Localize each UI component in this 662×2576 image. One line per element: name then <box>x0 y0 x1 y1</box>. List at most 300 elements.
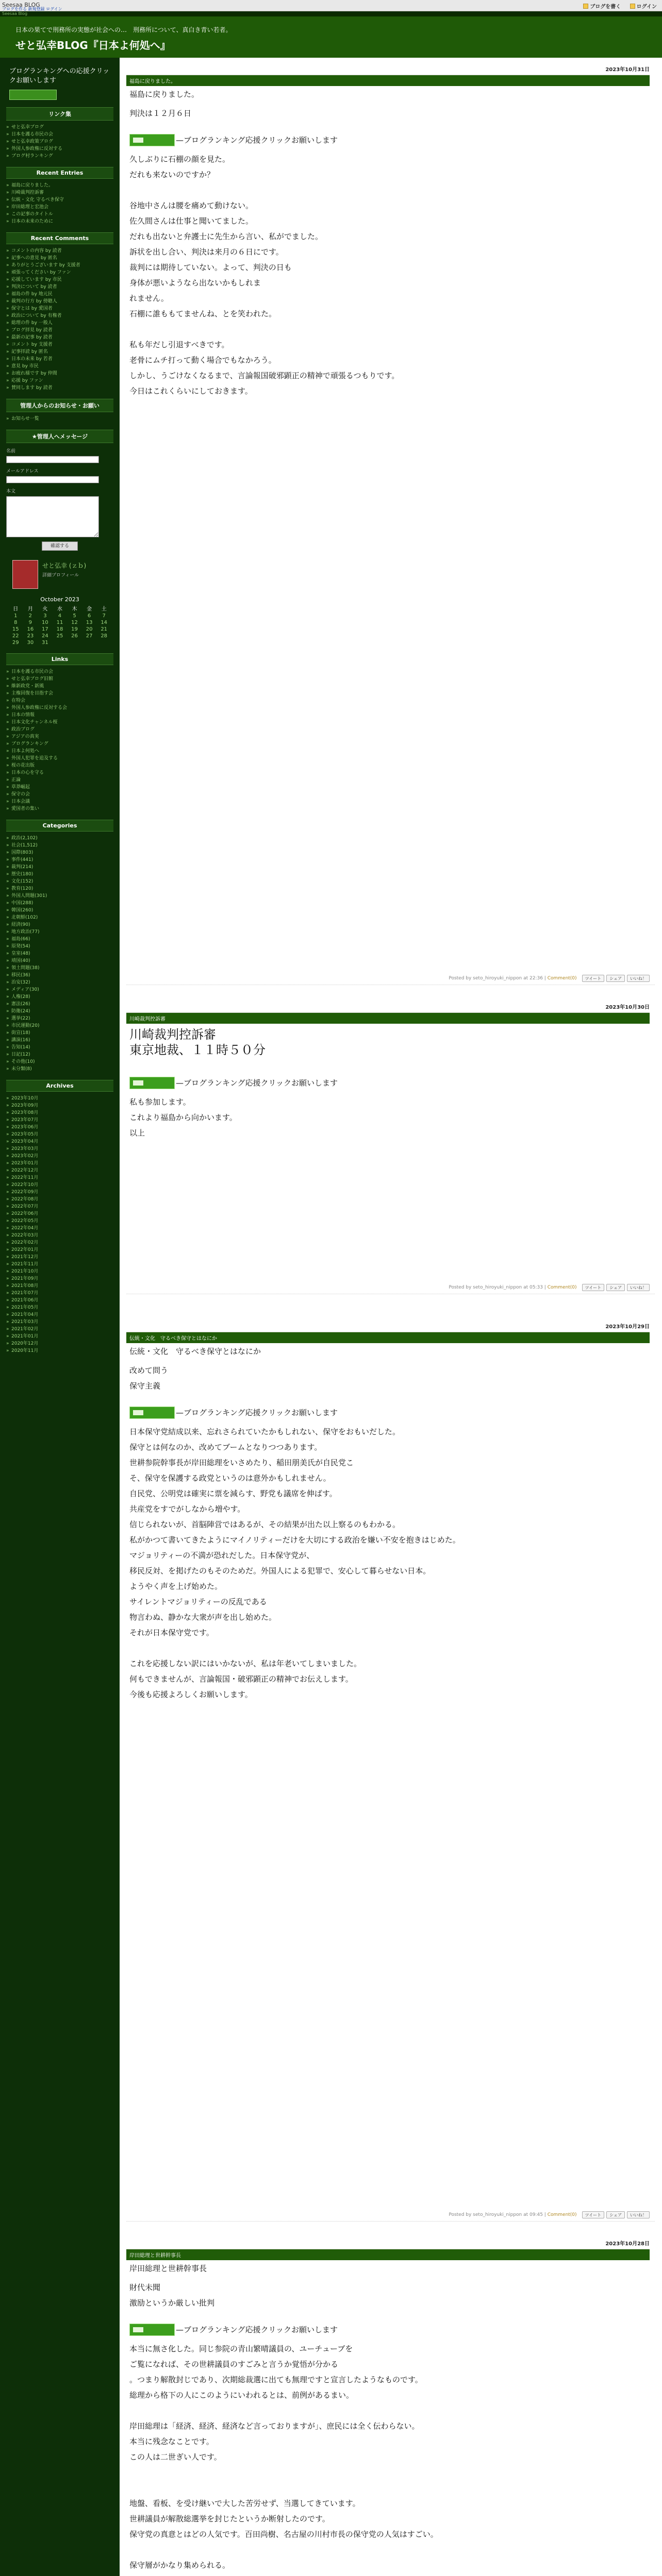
sidebar-link[interactable]: » 韓国(260) <box>6 907 113 914</box>
body-line: これより福島から向かいます。 <box>129 1113 237 1122</box>
sidebar-link[interactable]: » 2022年05月 <box>6 1217 113 1225</box>
sidebar-link[interactable]: » 桜の花出版 <box>6 762 113 769</box>
sidebar-link[interactable]: » 在特会 <box>6 697 113 704</box>
sidebar-link[interactable]: » 頑張ってください by ファン <box>6 269 113 276</box>
sidebar-link[interactable]: » 社会(1,512) <box>6 842 113 849</box>
sidebar-link[interactable]: » 賛同します by 読者 <box>6 384 113 392</box>
sidebar-link[interactable]: » 愛国者の集い <box>6 805 113 812</box>
post-category[interactable]: 伝統・文化 守るべき保守とはなにか <box>126 1332 650 1343</box>
calendar-day[interactable]: 17 <box>42 626 48 632</box>
post <box>126 58 655 985</box>
sidebar-link[interactable]: » 主権回復を目指す会 <box>6 690 113 697</box>
sidebar-link[interactable]: » 2022年11月 <box>6 1174 113 1181</box>
sidebar-link[interactable]: » 2021年09月 <box>6 1275 113 1282</box>
sidebar-link[interactable]: » 2022年02月 <box>6 1239 113 1246</box>
sidebar-link[interactable]: » 靖国(40) <box>6 957 113 964</box>
like-button[interactable]: いいね！ <box>627 975 650 982</box>
sidebar-link[interactable]: » 2021年06月 <box>6 1297 113 1304</box>
sidebar-link[interactable]: » 憲法(26) <box>6 1001 113 1008</box>
calendar-day[interactable]: 24 <box>42 633 48 639</box>
sidebar-link[interactable]: » 地方政治(77) <box>6 928 113 936</box>
spacer <box>129 1394 647 1405</box>
sidebar-link[interactable]: » 2023年02月 <box>6 1153 113 1160</box>
body-line: これを応援しない訳にはいかないが、私は年老いてしまいました。 <box>129 1659 362 1668</box>
calendar-day[interactable]: 26 <box>71 633 78 639</box>
sidebar-link[interactable]: » 外国人問題(301) <box>6 892 113 900</box>
sidebar-link[interactable]: » 2023年06月 <box>6 1124 113 1131</box>
sidebar-link[interactable]: » 2023年03月 <box>6 1145 113 1153</box>
sidebar-link[interactable]: » 裁判(214) <box>6 863 113 871</box>
calendar-day[interactable]: 25 <box>56 633 63 639</box>
sidebar-link[interactable]: » 保守の会 <box>6 791 113 798</box>
body-line: それが日本保守党です。 <box>129 1628 214 1637</box>
sidebar-link[interactable]: » 2022年08月 <box>6 1196 113 1203</box>
sidebar-link[interactable]: » アジアの真実 <box>6 733 113 740</box>
sidebar-link[interactable]: » 2022年09月 <box>6 1189 113 1196</box>
body-line: 信じられないが、首脳陣営ではあるが、その結果が出た以上察るのもわかる。 <box>129 1520 401 1529</box>
body-line: 共産党をすでがしなから増やす。 <box>129 1504 245 1514</box>
body-line: 本当に残念なことです。 <box>129 2437 214 2446</box>
sidebar-link[interactable]: » 文化(152) <box>6 878 113 885</box>
post-category[interactable]: 福島に戻りました。 <box>126 75 650 86</box>
calendar-day[interactable]: 1 <box>14 613 18 619</box>
body-line: 保守党の真意とはどの人気です。百田尚樹、名古屋の川村市長の保守党の人気はすごい。 <box>129 2530 438 2539</box>
email-field[interactable] <box>6 476 99 483</box>
sidebar-link[interactable]: » ブログランキング <box>6 740 113 748</box>
share-button[interactable]: シェア <box>606 2211 625 2218</box>
post-date: 2023年10月29日 <box>605 1324 650 1330</box>
sidebar-link[interactable]: » 講演(16) <box>6 1037 113 1044</box>
body-line: 私も年だし引退すべきです。 <box>129 340 229 349</box>
calendar-day[interactable]: 8 <box>14 620 18 625</box>
post-title-line: 川崎裁判控訴審 <box>129 1027 216 1042</box>
toolbar-links[interactable]: ブログを作る 新規登録 ログイン <box>2 7 62 11</box>
sidebar-link[interactable]: » 2023年05月 <box>6 1131 113 1138</box>
post-body <box>126 1061 650 1141</box>
calendar-week-row <box>8 633 111 639</box>
sidebar-link[interactable]: » 2021年10月 <box>6 1268 113 1275</box>
calendar-day[interactable]: 2 <box>28 613 32 619</box>
post-meta: Posted by seto_hiroyuki_nippon at 22:36 | <box>449 976 548 981</box>
body-line: 岸田総理は「経済、経済、経済など言っておりますが」、庶民には全く伝わらない。 <box>129 2421 420 2431</box>
post-card <box>126 2249 650 2576</box>
sidebar-link[interactable]: » 2021年04月 <box>6 1311 113 1318</box>
sidebar-link[interactable]: » 2021年01月 <box>6 1333 113 1340</box>
calendar-day[interactable]: 10 <box>42 620 48 625</box>
profile-name[interactable]: せと弘幸 (ｚｂ) <box>42 562 87 569</box>
calendar-day[interactable]: 27 <box>86 633 93 639</box>
sidebar-link[interactable]: » 2023年04月 <box>6 1138 113 1145</box>
notice-list <box>6 415 113 422</box>
sidebar-link[interactable]: » 日本を護る市民の会 <box>6 668 113 675</box>
body-line: 谷地中さんは腰を痛めて動けない。 <box>129 201 254 210</box>
calendar-day[interactable]: 9 <box>28 620 32 625</box>
write-blog-link[interactable]: ブログを書く <box>583 4 621 10</box>
post-card <box>126 1012 650 1141</box>
calendar-day[interactable]: 3 <box>43 613 47 619</box>
seesaa-link[interactable]: Seesaa Blog <box>2 11 28 16</box>
sidebar-link[interactable]: » 人権(28) <box>6 993 113 1001</box>
calendar-day[interactable]: 31 <box>42 640 48 646</box>
ranking-text: —ブログランキング応援クリックお願いします <box>176 2325 338 2334</box>
sidebar-link[interactable]: » 日本の未来 by 若者 <box>6 355 113 363</box>
category-list <box>6 835 113 1073</box>
calendar-day[interactable]: 16 <box>27 626 34 632</box>
sidebar-link[interactable]: » 2023年09月 <box>6 1102 113 1109</box>
sidebar-link[interactable]: » 日本文化チャンネル桜 <box>6 719 113 726</box>
sidebar-recent-comments <box>6 232 113 392</box>
comment-link[interactable]: Comment(0) <box>547 1285 577 1290</box>
sidebar-link[interactable]: » 福島に戻りました。 <box>6 182 113 189</box>
body-line: 本当に無さ化した。同じ参院の青山繁晴議員の、ユーチューブを <box>129 2344 353 2353</box>
sidebar-link[interactable]: » 告知(14) <box>6 1044 113 1051</box>
sidebar-link[interactable]: » 記事拝読 by 匿名 <box>6 348 113 355</box>
calendar-weekday: 火 <box>42 606 48 612</box>
sidebar-link[interactable]: » 2023年10月 <box>6 1095 113 1102</box>
calendar-day[interactable]: 6 <box>87 613 91 619</box>
calendar-day[interactable]: 14 <box>101 620 108 625</box>
like-button[interactable]: いいね！ <box>627 1284 650 1291</box>
sidebar-link[interactable]: » 草莽崛起 <box>6 784 113 791</box>
body-line: 判決は１２月６日 <box>129 109 192 118</box>
sidebar-link[interactable]: » 2020年11月 <box>6 1347 113 1354</box>
body-line: だれも来ないのですか？ <box>129 170 215 179</box>
post-footer <box>126 2208 655 2222</box>
sidebar-link[interactable]: » 防衛(24) <box>6 1008 113 1015</box>
ranking-banner-icon <box>129 1077 175 1089</box>
sidebar-link[interactable]: » 歴史(180) <box>6 871 113 878</box>
body-line: 老骨にムチ打って動く場合でもなかろう。 <box>129 355 276 365</box>
ranking-prompt: ブログランキングへの応援クリックお願いします <box>9 67 110 84</box>
sidebar-link[interactable]: » せと弘幸政策ブログ <box>6 138 113 145</box>
sidebar-link[interactable]: » 2021年08月 <box>6 1282 113 1290</box>
calendar-day[interactable]: 20 <box>86 626 93 632</box>
email-label: メールアドレス <box>6 469 39 474</box>
calendar-week-row <box>8 626 111 633</box>
sidebar-link[interactable]: » 治安(32) <box>6 979 113 986</box>
sidebar-link[interactable]: » 2023年08月 <box>6 1109 113 1116</box>
sidebar-link[interactable]: » 政治について by 有権者 <box>6 312 113 319</box>
sidebar-link[interactable]: » 2022年01月 <box>6 1246 113 1253</box>
calendar-weekday: 木 <box>72 606 77 612</box>
spacer <box>129 121 647 132</box>
sidebar-link[interactable]: » 外国人参政権に反対する会 <box>6 704 113 711</box>
post-body <box>126 103 650 399</box>
calendar-week-row <box>8 619 111 626</box>
body-line: 久しぶりに石棚の顔を見た。 <box>129 155 230 164</box>
calendar-day[interactable]: 7 <box>102 613 106 619</box>
body-line: 総理から格下の人にこのようにいわれるとは、前例があるまい。 <box>129 2391 354 2400</box>
post <box>126 1315 655 2222</box>
main-content <box>126 58 660 2576</box>
tweet-button[interactable]: ツイート <box>582 2211 605 2218</box>
sidebar-link[interactable]: » 外国人犯罪を追及する <box>6 755 113 762</box>
sidebar-link[interactable]: » 皇室(48) <box>6 950 113 957</box>
sidebar-link[interactable]: » お知らせ一覧 <box>6 415 113 422</box>
body-line: 日本保守党結成以来、忘れさられていたかもしれない、保守をおもいだした。 <box>129 1427 401 1436</box>
calendar-day[interactable]: 4 <box>58 613 62 619</box>
calendar-weekday: 月 <box>27 606 33 612</box>
sidebar-link[interactable]: » 北朝鮮(102) <box>6 914 113 921</box>
calendar-day[interactable]: 30 <box>27 640 34 646</box>
calendar-day[interactable]: 23 <box>27 633 34 639</box>
sidebar-link[interactable]: » 原発(54) <box>6 943 113 950</box>
body-line: 以上 <box>129 1128 145 1138</box>
post-category[interactable]: 川崎裁判控訴審 <box>126 1013 650 1024</box>
sidebar-link[interactable]: » 国際(803) <box>6 849 113 856</box>
profile-detail-link[interactable]: 詳細プロフィール <box>42 573 79 578</box>
sidebar-link[interactable]: » 日本よ何処へ <box>6 748 113 755</box>
social-buttons <box>582 975 650 982</box>
calendar-day[interactable]: 15 <box>12 626 19 632</box>
ranking-banner-icon <box>129 134 175 146</box>
sidebar-link[interactable]: » コメントの内容 by 読者 <box>6 247 113 255</box>
sidebar-link[interactable]: » 日本の心を守る <box>6 769 113 776</box>
sidebar-link[interactable]: » 2021年12月 <box>6 1253 113 1261</box>
sidebar-link[interactable]: » 2022年04月 <box>6 1225 113 1232</box>
sidebar-link[interactable]: » 中国(288) <box>6 900 113 907</box>
sidebar-link[interactable]: » 判決について by 読者 <box>6 283 113 291</box>
toolbar-right <box>576 2 657 10</box>
calendar-day[interactable]: 22 <box>12 633 19 639</box>
body-line: 佐久間さんは仕事と聞いてました。 <box>129 216 254 226</box>
ranking-link[interactable] <box>129 132 338 148</box>
calendar-week-row <box>8 639 111 646</box>
ranking-banner-icon <box>129 1406 175 1419</box>
body-line: しかし、うごけなくなるまで、言論報国破邪顕正の精神で頑張るつもりです。 <box>129 371 400 380</box>
entry-list <box>6 182 113 225</box>
blog-nav-strip <box>0 11 662 16</box>
sidebar-link[interactable]: » 日記(12) <box>6 1051 113 1058</box>
sidebar-link[interactable]: » 2022年06月 <box>6 1210 113 1217</box>
sidebar-link[interactable]: » 2022年10月 <box>6 1181 113 1189</box>
confirm-button[interactable]: 確認する <box>42 541 78 551</box>
message-body-field[interactable] <box>6 496 99 537</box>
sidebar-link[interactable]: » 裁判の行方 by 傍聴人 <box>6 298 113 305</box>
sidebar-link[interactable]: » メディア(30) <box>6 986 113 993</box>
sidebar-link[interactable]: » 2021年11月 <box>6 1261 113 1268</box>
sidebar-link[interactable]: » 2022年07月 <box>6 1203 113 1210</box>
calendar-grid <box>8 604 111 646</box>
sidebar-link[interactable]: » 2023年01月 <box>6 1160 113 1167</box>
sidebar-link[interactable]: » 2022年12月 <box>6 1167 113 1174</box>
section-title: ★管理人へメッセージ <box>6 430 113 443</box>
sidebar-link[interactable]: » 2021年07月 <box>6 1290 113 1297</box>
blog-title[interactable]: せと弘幸BLOG『日本よ何処へ』 <box>15 39 171 52</box>
calendar-day[interactable]: 13 <box>86 620 93 625</box>
body-line: 保守主義 <box>129 1381 161 1391</box>
calendar-day[interactable] <box>67 639 82 646</box>
tweet-button[interactable]: ツイート <box>582 975 605 982</box>
comment-link[interactable]: Comment(0) <box>547 2212 577 2217</box>
message-form <box>6 447 113 551</box>
login-link[interactable]: ログイン <box>630 4 657 10</box>
share-button[interactable]: シェア <box>606 1284 625 1291</box>
section-title: Links <box>6 653 113 665</box>
blog-header <box>0 16 662 58</box>
calendar-week-row <box>8 613 111 619</box>
calendar-day[interactable] <box>53 639 68 646</box>
name-label: 名前 <box>6 449 16 454</box>
share-button[interactable]: シェア <box>606 975 625 982</box>
sidebar-link[interactable]: » せと弘幸ブログ <box>6 124 113 131</box>
post-title[interactable]: 伝統・文化 守るべき保守とはなにか <box>129 1347 261 1356</box>
sidebar-link[interactable]: » 伝統・文化 守るべき保守 <box>6 196 113 204</box>
section-title: Archives <box>6 1080 113 1092</box>
tweet-button[interactable]: ツイート <box>582 1284 605 1291</box>
post-date: 2023年10月28日 <box>605 2241 650 2247</box>
post-title[interactable]: 岸田総理と世耕幹事長 <box>129 2264 207 2273</box>
sidebar-link[interactable]: » お疲れ様です by 仲間 <box>6 370 113 377</box>
profile <box>6 560 113 589</box>
sidebar-link[interactable]: » 正論 <box>6 776 113 784</box>
sidebar-link[interactable]: » ありがとうございます by 支援者 <box>6 262 113 269</box>
section-title: 管理人からのお知らせ・お願い <box>6 399 113 412</box>
archive-list <box>6 1095 113 1354</box>
calendar-weekday: 土 <box>101 606 107 612</box>
sidebar-link[interactable]: » 記事への意見 by 匿名 <box>6 255 113 262</box>
ranking-text: —ブログランキング応援クリックお願いします <box>176 1408 338 1417</box>
sidebar-link[interactable]: » 領土問題(38) <box>6 964 113 972</box>
sidebar-link[interactable]: » 未分類(8) <box>6 1065 113 1073</box>
link-list <box>6 668 113 812</box>
body-line <box>129 1640 647 1656</box>
body-line: 世耕参院幹事長が岸田総理をいさめたり、稲田朋美氏が自民党こ <box>129 1458 354 1467</box>
calendar-day[interactable] <box>96 639 111 646</box>
calendar-day[interactable]: 5 <box>73 613 76 619</box>
calendar-day[interactable]: 29 <box>12 640 19 646</box>
avatar[interactable] <box>12 560 38 589</box>
calendar-day[interactable]: 12 <box>71 620 78 625</box>
sidebar-link[interactable]: » 最新の記事 by 読者 <box>6 334 113 341</box>
body-line: ようやく声を上げ始めた。 <box>129 1582 223 1591</box>
body-line: 私がかつて書いてきたようにマイノリティーだけを大切にする政治を嫌い不安を抱きはじめた。 <box>129 1535 460 1545</box>
sidebar-link[interactable]: » 2023年07月 <box>6 1116 113 1124</box>
body-line: 。つまり解散封じであり、次期総裁選に出ても無理ですと宣言したようなものです。 <box>129 2375 423 2384</box>
section-title: リンク集 <box>6 107 113 121</box>
link-list <box>6 124 113 160</box>
calendar-day[interactable]: 11 <box>56 620 63 625</box>
calendar-day[interactable]: 18 <box>56 626 63 632</box>
sidebar-link[interactable]: » 総理の件 by 一般人 <box>6 319 113 327</box>
comment-link[interactable]: Comment(0) <box>547 976 577 981</box>
post-footer <box>126 1281 655 1294</box>
sidebar-link[interactable]: » 2021年05月 <box>6 1304 113 1311</box>
body-line: 財代未聞 <box>129 2283 161 2292</box>
post-category[interactable]: 岸田総理と世耕幹事長 <box>126 2249 650 2260</box>
sidebar-link[interactable]: » 保守とは by 愛国者 <box>6 305 113 312</box>
calendar-day[interactable]: 21 <box>101 626 108 632</box>
calendar-weekday: 金 <box>87 606 92 612</box>
sidebar-links <box>6 653 113 812</box>
sidebar-link[interactable]: » 日本を護る市民の会 <box>6 131 113 138</box>
sidebar-link[interactable]: » 日本会議 <box>6 798 113 805</box>
body-line: 身体が悪いようなら出ないかもしれま <box>129 278 261 287</box>
brand-label[interactable]: Seesaa BLOG <box>2 2 40 8</box>
sidebar-notices <box>6 399 113 422</box>
sidebar-link[interactable]: » 移民(36) <box>6 972 113 979</box>
social-buttons <box>582 1284 650 1291</box>
post <box>126 995 655 1294</box>
ranking-link[interactable] <box>129 2322 338 2337</box>
sidebar-link[interactable]: » 外国人参政権に反対する <box>6 145 113 152</box>
post-title-line: 東京地裁、１１時５０分 <box>129 1043 266 1057</box>
sidebar-link[interactable]: » コメント by 支援者 <box>6 341 113 348</box>
sidebar-link[interactable]: » 福島の件 by 地元民 <box>6 291 113 298</box>
sidebar-link[interactable]: » 応援しています by 市民 <box>6 276 113 283</box>
calendar-day[interactable]: 19 <box>71 626 78 632</box>
post-title[interactable] <box>126 1024 650 1061</box>
body-line: 移民反対、を掲げたのもそのためだ。外国人による犯罪で、安心して暮らせない日本。 <box>129 1566 431 1575</box>
ranking-banner[interactable] <box>9 90 57 100</box>
body-line: サイレントマジョリティーの反乱である <box>129 1597 267 1606</box>
sidebar-link[interactable]: » 街宣(18) <box>6 1029 113 1037</box>
body-line: 改めて問う <box>129 1366 169 1375</box>
body-line: 保守層がかなり集められる。 <box>129 2561 230 2570</box>
like-button[interactable]: いいね！ <box>627 2211 650 2218</box>
sidebar-link[interactable]: » 日本の情報 <box>6 711 113 719</box>
comment-list <box>6 247 113 392</box>
sidebar-link[interactable]: » この記事のタイトル <box>6 211 113 218</box>
sidebar-link[interactable]: » 岸田総理と宏池会 <box>6 204 113 211</box>
calendar-day[interactable]: 28 <box>101 633 108 639</box>
sidebar-link[interactable]: » 応援 by ファン <box>6 377 113 384</box>
sidebar-link[interactable]: » 政治(2,102) <box>6 835 113 842</box>
sidebar-link[interactable]: » その他(10) <box>6 1058 113 1065</box>
sidebar-link[interactable]: » 事件(441) <box>6 856 113 863</box>
sidebar-link[interactable]: » 教育(120) <box>6 885 113 892</box>
post-title[interactable]: 福島に戻りました。 <box>129 90 200 99</box>
sidebar-link[interactable]: » 2020年12月 <box>6 1340 113 1347</box>
section-title: Categories <box>6 820 113 832</box>
sidebar-link[interactable]: » ブログ村ランキング <box>6 152 113 160</box>
body-line: 訴状を出し合い、判決は来月の６日にです。 <box>129 247 284 257</box>
sidebar-link[interactable]: » 市民運動(20) <box>6 1022 113 1029</box>
calendar-weekday: 日 <box>13 606 19 612</box>
blog-description: 日本の果てで刑務所の実態が社会への… 刑務所について、真白き青い若者。 <box>15 26 232 33</box>
post-date: 2023年10月31日 <box>605 67 650 73</box>
sidebar-link[interactable]: » 選挙(22) <box>6 1015 113 1022</box>
calendar-day[interactable] <box>82 639 97 646</box>
sidebar-link[interactable]: » 福島(66) <box>6 936 113 943</box>
sidebar-link[interactable]: » 日本の未来のために <box>6 218 113 225</box>
ranking-link[interactable] <box>129 1075 338 1091</box>
ranking-link[interactable] <box>129 1405 338 1420</box>
section-title: Recent Entries <box>6 167 113 179</box>
body-line: れません。 <box>129 294 169 303</box>
sidebar-link[interactable]: » ブログ拝見 by 読者 <box>6 327 113 334</box>
body-line <box>129 2480 647 2496</box>
social-buttons <box>582 2211 650 2218</box>
ranking-banner-icon <box>129 2324 175 2336</box>
sidebar-link[interactable]: » 政治ブログ <box>6 726 113 733</box>
sidebar-link[interactable]: » 2022年03月 <box>6 1232 113 1239</box>
sidebar-link[interactable]: » 意見 by 市民 <box>6 363 113 370</box>
sidebar-link[interactable]: » せと弘幸ブログ旧館 <box>6 675 113 683</box>
sidebar-link[interactable]: » 経済(90) <box>6 921 113 928</box>
sidebar-link[interactable]: » 2021年03月 <box>6 1318 113 1326</box>
sidebar-link[interactable]: » 川崎裁判控訴審 <box>6 189 113 196</box>
sidebar-link[interactable]: » 2021年02月 <box>6 1326 113 1333</box>
post-card <box>126 75 650 399</box>
body-line: 保守とは何なのか、改めてブームとなりつつあります。 <box>129 1443 322 1452</box>
body-line: 石棚に誰ももてませんね、とを笑われた。 <box>129 309 277 318</box>
body-line <box>129 182 647 198</box>
name-field[interactable] <box>6 456 99 463</box>
sidebar-link[interactable]: » 維新政党・新風 <box>6 683 113 690</box>
sidebar-archives <box>6 1080 113 1354</box>
body-line <box>129 2465 647 2480</box>
